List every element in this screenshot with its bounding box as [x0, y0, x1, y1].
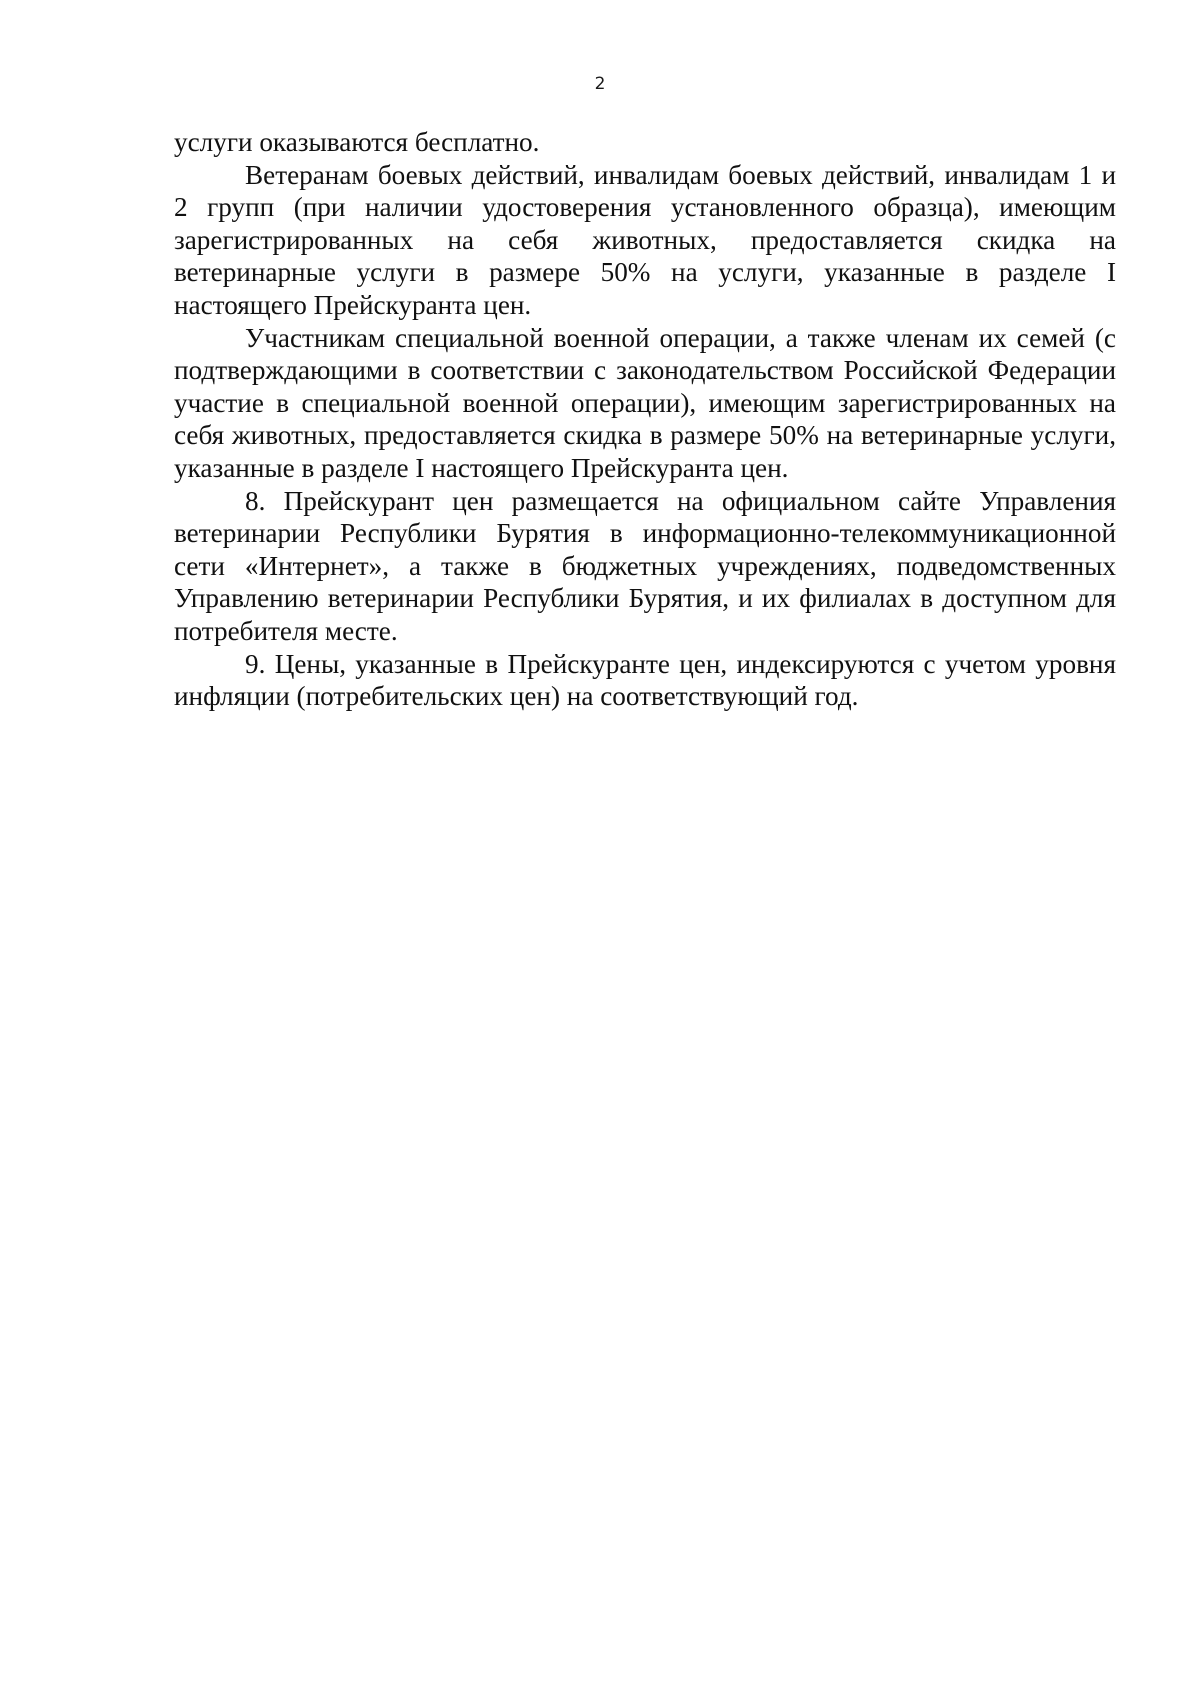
- paragraph-item-8-publication: 8. Прейскурант цен размещается на официальном сайте Управления ветеринарии Республики Бурятия в информационно-телекоммуникационной сети «Интернет», а также в бюджетных учреждениях, подведомственных Управлению ветеринарии Республики Бурятия, и их филиалах в доступном для потребителя месте.: [174, 485, 1116, 646]
- paragraph-veterans-discount: Ветеранам боевых действий, инвалидам боевых действий, инвалидам 1 и 2 групп (при наличии удостоверения установленного образца), имеющим зарегистрированных на себя животных, предоставляется скидка на ветеринарные услуги в размере 50% на услуги, указанные в разделе I настоящего Прейскуранта цен.: [174, 159, 1116, 320]
- paragraph-continuation: услуги оказываются бесплатно.: [174, 127, 540, 157]
- paragraph-svo-participants-discount: Участникам специальной военной операции, а также членам их семей (с подтверждающими в соответствии с законодательством Российской Федерации участие в специальной военной операции), имеющим зарегистрированных на себя животных, предоставляется скидка в размере 50% на ветеринарные услуги, указанные в разделе I настоящего Прейскуранта цен.: [174, 322, 1116, 483]
- document-body: [174, 126, 1116, 713]
- paragraph-item-9-indexation: 9. Цены, указанные в Прейскуранте цен, индексируются с учетом уровня инфляции (потребительских цен) на соответствующий год.: [174, 648, 1116, 712]
- page-number: 2: [594, 74, 606, 94]
